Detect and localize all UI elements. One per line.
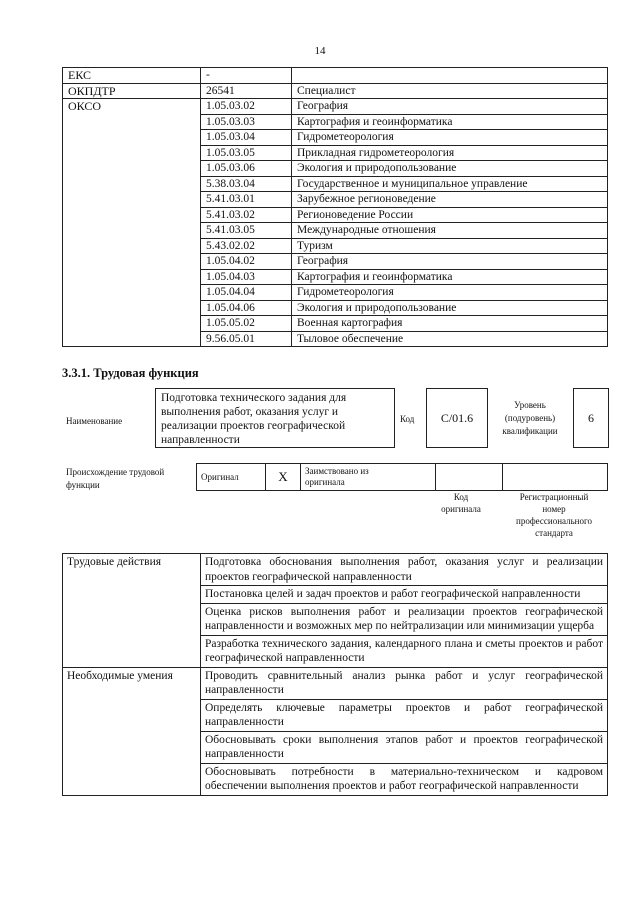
code-original-label [426,491,496,515]
table-cell: 1.05.03.06 [201,161,292,177]
level-label-line: (подуровень) [504,413,556,423]
original-cell: Оригинал [197,464,266,491]
table-row [63,68,608,84]
origin-label-line: функции [66,480,100,490]
table-cell: 5.41.03.01 [201,192,292,208]
table-cell: 5.41.03.02 [201,207,292,223]
code-label: Код [400,414,415,424]
registration-cell [503,464,608,491]
table-cell: 1.05.03.03 [201,114,292,130]
required-skill-item: Проводить сравнительный анализ рынка работ и услуг географической направленности [201,667,608,699]
table-cell: Регионоведение России [292,207,608,223]
origin-label-line: Происхождение трудовой [66,467,165,477]
table-cell: 1.05.04.06 [201,300,292,316]
borrowed-line: Заимствовано из [305,466,369,476]
table-cell: 1.05.03.04 [201,130,292,146]
origin-label [66,466,164,492]
registration-line: Регистрационный [519,492,589,502]
level-label-line: квалификации [502,426,558,436]
table-cell: Военная картография [292,316,608,332]
table-cell: Экология и природопользование [292,161,608,177]
original-mark: X [266,464,301,491]
labor-action-item: Подготовка обоснования выполнения работ, оказания услуг и реализации проектов географической направленности [201,554,608,586]
name-label: Наименование [66,416,123,426]
table-cell: Специалист [292,83,608,99]
table-row [63,554,608,586]
required-skill-item: Определять ключевые параметры проектов и работ географической направленности [201,699,608,731]
table-cell: Картография и геоинформатика [292,114,608,130]
table-cell: География [292,254,608,270]
registration-line: стандарта [535,528,573,538]
origin-table [196,463,608,491]
table-cell: ОКПДТР [63,83,201,99]
table-cell: Государственное и муниципальное управление [292,176,608,192]
table-cell: 5.43.02.02 [201,238,292,254]
table-cell: ОКСО [63,99,201,347]
labor-action-item: Постановка целей и задач проектов и работ географической направленности [201,586,608,604]
code-original-line: Код [453,492,469,502]
section-title: 3.3.1. Трудовая функция [62,366,199,380]
level-label-line: Уровень [514,400,546,410]
registration-number-label [500,491,608,539]
table-row [197,464,608,491]
table-cell: ЕКС [63,68,201,84]
labor-function-table [62,553,608,796]
table-cell: Гидрометеорология [292,285,608,301]
code-original-line: оригинала [441,504,481,514]
table-cell: 1.05.04.04 [201,285,292,301]
function-code-box: C/01.6 [426,388,488,448]
qualification-level-label [490,399,570,438]
table-cell: Экология и природопользование [292,300,608,316]
table-cell: 1.05.05.02 [201,316,292,332]
table-row [63,99,608,115]
table-cell: 26541 [201,83,292,99]
qualification-level-box: 6 [573,388,609,448]
table-cell: 1.05.03.02 [201,99,292,115]
table-cell: - [201,68,292,84]
table-cell: Картография и геоинформатика [292,269,608,285]
function-name-box: Подготовка технического задания для выполнения работ, оказания услуг и реализации проектов географической направленности [155,388,395,448]
table-cell: Туризм [292,238,608,254]
code-original-cell [436,464,503,491]
table-cell: Зарубежное регионоведение [292,192,608,208]
table-row [63,667,608,699]
table-cell: 5.38.03.04 [201,176,292,192]
table-cell: 5.41.03.05 [201,223,292,239]
table-cell: Прикладная гидрометеорология [292,145,608,161]
table-cell: 9.56.05.01 [201,331,292,347]
table-cell: Тыловое обеспечение [292,331,608,347]
registration-line: номер [542,504,566,514]
table-cell [292,68,608,84]
labor-action-item: Оценка рисков выполнения работ и реализации проектов географической направленности и возможных мер по нейтрализации или минимизации ущерба [201,603,608,635]
table-cell: Гидрометеорология [292,130,608,146]
registration-line: профессионального [516,516,592,526]
required-skills-header: Необходимые умения [63,667,201,795]
table-cell: Международные отношения [292,223,608,239]
required-skill-item: Обосновывать потребности в материально-техническом и кадровом обеспечении выполнения проектов и работ географической направленности [201,763,608,795]
table-row [63,83,608,99]
table-cell: 1.05.03.05 [201,145,292,161]
classification-codes-table [62,67,608,347]
required-skill-item: Обосновывать сроки выполнения этапов работ и проектов географической направленности [201,731,608,763]
labor-action-item: Разработка технического задания, календарного плана и сметы проектов и работ географической направленности [201,635,608,667]
borrowed-line: оригинала [305,477,345,487]
table-cell: География [292,99,608,115]
borrowed-cell [301,464,436,491]
table-cell: 1.05.04.03 [201,269,292,285]
labor-actions-header: Трудовые действия [63,554,201,668]
page-number: 14 [314,45,326,57]
table-cell: 1.05.04.02 [201,254,292,270]
